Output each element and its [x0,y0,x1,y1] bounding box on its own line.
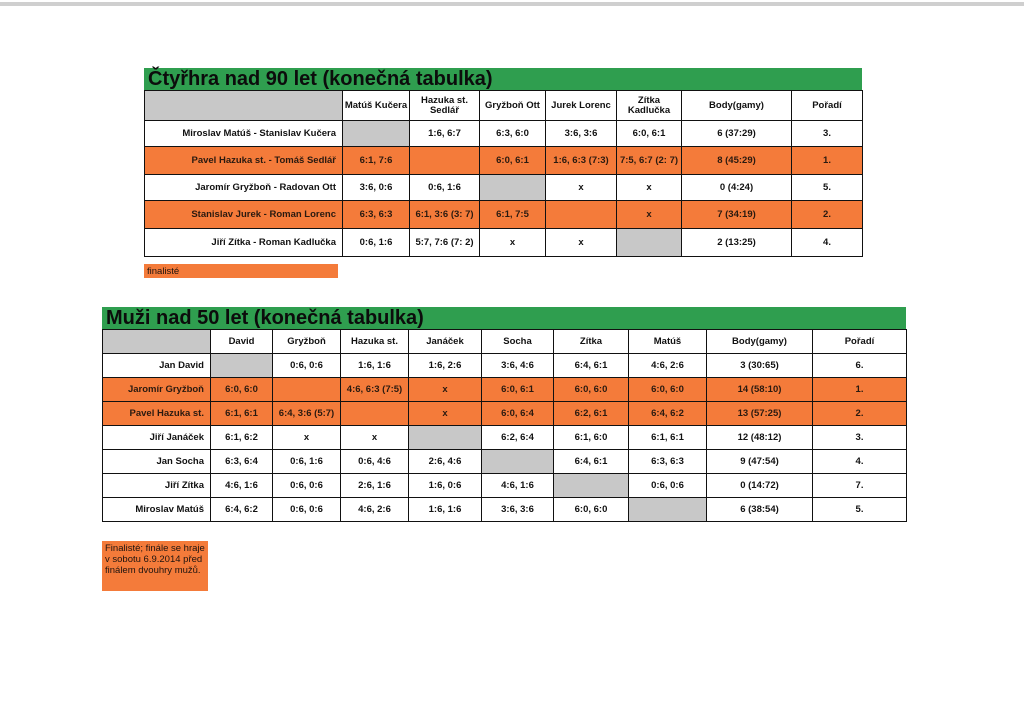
score-cell: 6:4, 6:1 [554,450,629,474]
finalist-legend: finalisté [144,264,338,278]
table-row [145,175,863,201]
score-cell: 2:6, 1:6 [341,474,409,498]
column-header: Janáček [409,330,482,354]
score-cell: x [409,402,482,426]
table-row [145,121,863,147]
self-cell [546,201,617,229]
header-blank-cell [145,91,343,121]
rank-cell: 1. [813,378,907,402]
points-cell: 9 (47:54) [707,450,813,474]
score-cell: 0:6, 1:6 [343,229,410,257]
score-cell: 1:6, 0:6 [409,474,482,498]
column-header: Gryžboň [273,330,341,354]
score-cell: 6:0, 6:0 [211,378,273,402]
table-row [145,201,863,229]
player-name: Jiří Janáček [103,426,211,450]
score-cell: 1:6, 2:6 [409,354,482,378]
score-cell: 6:1, 6:0 [554,426,629,450]
player-name: Jan David [103,354,211,378]
score-cell: 6:0, 6:1 [482,378,554,402]
score-cell: 0:6, 0:6 [273,474,341,498]
pair-name: Pavel Hazuka st. - Tomáš Sedlář [145,147,343,175]
pair-name: Miroslav Matúš - Stanislav Kučera [145,121,343,147]
score-cell: 2:6, 4:6 [409,450,482,474]
column-header: Socha [482,330,554,354]
score-cell: 4:6, 1:6 [211,474,273,498]
pair-name: Stanislav Jurek - Roman Lorenc [145,201,343,229]
score-cell: 0:6, 1:6 [273,450,341,474]
points-cell: 8 (45:29) [682,147,792,175]
score-cell: x [617,175,682,201]
points-cell: 14 (58:10) [707,378,813,402]
score-cell: 0:6, 0:6 [629,474,707,498]
score-cell: 4:6, 2:6 [341,498,409,522]
score-cell: 0:6, 0:6 [273,354,341,378]
pair-name: Jaromír Gryžboň - Radovan Ott [145,175,343,201]
score-cell: 5:7, 7:6 (7: 2) [410,229,480,257]
column-header: Jurek Lorenc [546,91,617,121]
self-cell [482,450,554,474]
score-cell: 6:4, 6:2 [211,498,273,522]
score-cell: 1:6, 6:7 [410,121,480,147]
score-cell: 3:6, 3:6 [482,498,554,522]
pair-name: Jiří Zítka - Roman Kadlučka [145,229,343,257]
score-cell: 6:1, 3:6 (3: 7) [410,201,480,229]
self-cell [554,474,629,498]
score-cell: 1:6, 6:3 (7:3) [546,147,617,175]
scan-edge-line [0,2,1024,6]
score-cell: 6:4, 3:6 (5:7) [273,402,341,426]
score-cell: x [617,201,682,229]
self-cell [629,498,707,522]
score-cell: 3:6, 4:6 [482,354,554,378]
score-cell: 1:6, 1:6 [341,354,409,378]
player-name: Jiří Zítka [103,474,211,498]
self-cell [480,175,546,201]
score-cell: 6:0, 6:0 [554,378,629,402]
player-name: Miroslav Matúš [103,498,211,522]
rank-cell: 4. [792,229,863,257]
table-row [103,498,907,522]
rank-cell: 2. [792,201,863,229]
points-cell: 3 (30:65) [707,354,813,378]
table-row [103,402,907,426]
points-cell: 6 (37:29) [682,121,792,147]
finalist-legend: Finalisté; finále se hraje v sobotu 6.9.2014 před finálem dvouhry mužů. [102,541,208,591]
header-blank-cell [103,330,211,354]
rank-cell: 1. [792,147,863,175]
score-cell: 4:6, 6:3 (7:5) [341,378,409,402]
men50-header-row [103,330,907,354]
score-cell: 6:2, 6:1 [554,402,629,426]
score-cell: 6:1, 7:5 [480,201,546,229]
score-cell: 6:3, 6:0 [480,121,546,147]
table-row [145,229,863,257]
column-header: Matúš [629,330,707,354]
points-cell: 13 (57:25) [707,402,813,426]
self-cell [341,402,409,426]
self-cell [211,354,273,378]
column-header: Hazuka st. [341,330,409,354]
score-cell: 3:6, 3:6 [546,121,617,147]
rank-cell: 7. [813,474,907,498]
self-cell [273,378,341,402]
table-row [145,147,863,175]
points-cell: 12 (48:12) [707,426,813,450]
doubles-header-row [145,91,863,121]
score-cell: x [546,175,617,201]
score-cell: 6:3, 6:3 [629,450,707,474]
rank-cell: 3. [792,121,863,147]
score-cell: 4:6, 1:6 [482,474,554,498]
points-cell: 6 (38:54) [707,498,813,522]
score-cell: x [480,229,546,257]
score-cell: 6:0, 6:0 [554,498,629,522]
table-row [103,450,907,474]
rank-cell: 3. [813,426,907,450]
doubles-sheet [144,68,862,278]
self-cell [410,147,480,175]
score-cell: 6:0, 6:0 [629,378,707,402]
table-row [103,378,907,402]
doubles-table [144,90,863,257]
column-header: Hazuka st. Sedlář [410,91,480,121]
score-cell: 6:4, 6:2 [629,402,707,426]
score-cell: 6:1, 6:1 [629,426,707,450]
self-cell [409,426,482,450]
column-header: Gryžboň Ott [480,91,546,121]
score-cell: 0:6, 1:6 [410,175,480,201]
column-header: Body(gamy) [707,330,813,354]
column-header: Body(gamy) [682,91,792,121]
rank-cell: 5. [792,175,863,201]
score-cell: x [409,378,482,402]
men50-sheet [102,307,906,523]
score-cell: 6:2, 6:4 [482,426,554,450]
rank-cell: 6. [813,354,907,378]
table-row [103,426,907,450]
player-name: Jan Socha [103,450,211,474]
score-cell: 6:3, 6:4 [211,450,273,474]
score-cell: 6:0, 6:1 [480,147,546,175]
points-cell: 0 (4:24) [682,175,792,201]
score-cell: 6:4, 6:1 [554,354,629,378]
rank-cell: 2. [813,402,907,426]
score-cell: 6:0, 6:1 [617,121,682,147]
men50-table [102,329,907,522]
score-cell: x [341,426,409,450]
score-cell: 0:6, 4:6 [341,450,409,474]
score-cell: 6:1, 6:2 [211,426,273,450]
points-cell: 0 (14:72) [707,474,813,498]
table-row [103,354,907,378]
score-cell: 6:1, 7:6 [343,147,410,175]
column-header: David [211,330,273,354]
score-cell: 6:3, 6:3 [343,201,410,229]
points-cell: 7 (34:19) [682,201,792,229]
player-name: Pavel Hazuka st. [103,402,211,426]
player-name: Jaromír Gryžboň [103,378,211,402]
doubles-title: Čtyřhra nad 90 let (konečná tabulka) [144,68,862,90]
score-cell: 6:1, 6:1 [211,402,273,426]
self-cell [343,121,410,147]
points-cell: 2 (13:25) [682,229,792,257]
score-cell: 7:5, 6:7 (2: 7) [617,147,682,175]
score-cell: 1:6, 1:6 [409,498,482,522]
rank-cell: 5. [813,498,907,522]
column-header: Pořadí [813,330,907,354]
table-row [103,474,907,498]
score-cell: x [546,229,617,257]
rank-cell: 4. [813,450,907,474]
column-header: Pořadí [792,91,863,121]
self-cell [617,229,682,257]
column-header: Matúš Kučera [343,91,410,121]
score-cell: 4:6, 2:6 [629,354,707,378]
score-cell: 6:0, 6:4 [482,402,554,426]
column-header: Zítka Kadlučka [617,91,682,121]
column-header: Zítka [554,330,629,354]
score-cell: x [273,426,341,450]
score-cell: 3:6, 0:6 [343,175,410,201]
men50-title: Muži nad 50 let (konečná tabulka) [102,307,906,329]
score-cell: 0:6, 0:6 [273,498,341,522]
